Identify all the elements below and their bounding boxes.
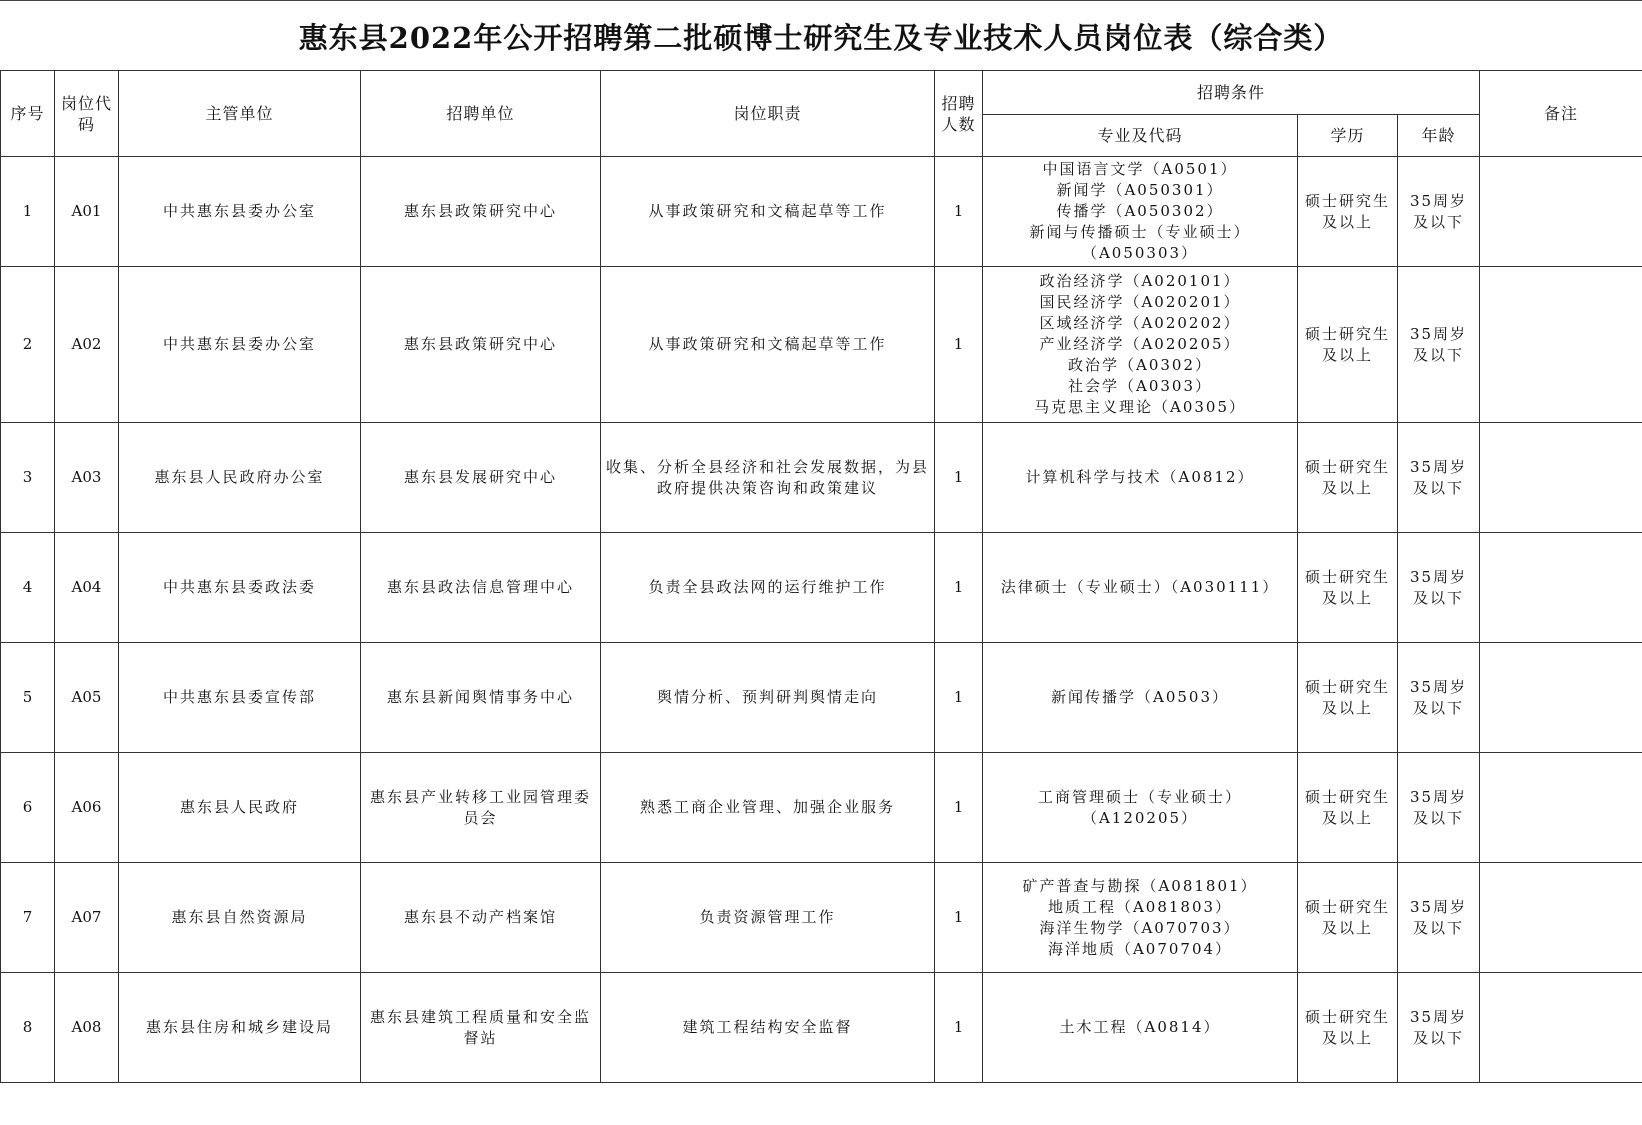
cell-duty: 舆情分析、预判研判舆情走向 [601, 643, 935, 753]
cell-seq: 3 [1, 423, 55, 533]
major-line: （A050303） [1081, 244, 1199, 262]
cell-remark [1480, 753, 1642, 863]
page-title: 惠东县2022年公开招聘第二批硕博士研究生及专业技术人员岗位表（综合类） [0, 0, 1642, 71]
cell-remark [1480, 267, 1642, 423]
major-line: 矿产普查与勘探（A081801） [1022, 876, 1258, 895]
cell-unit: 惠东县新闻舆情事务中心 [361, 643, 601, 753]
major-line: （A120205） [1081, 808, 1199, 827]
cell-code: A08 [55, 973, 119, 1083]
major-line: 新闻传播学（A0503） [1050, 688, 1229, 706]
header-row-top [1, 71, 1642, 115]
position-table [0, 70, 1642, 1083]
header-code: 岗位代码 [55, 71, 119, 157]
cell-majors [983, 423, 1298, 533]
cell-seq: 4 [1, 533, 55, 643]
cell-dept: 惠东县住房和城乡建设局 [119, 973, 361, 1083]
cell-code: A07 [55, 863, 119, 973]
cell-code: A06 [55, 753, 119, 863]
cell-duty: 建筑工程结构安全监督 [601, 973, 935, 1083]
table-row [1, 973, 1642, 1083]
header-dept: 主管单位 [119, 71, 361, 157]
cell-dept: 中共惠东县委宣传部 [119, 643, 361, 753]
cell-majors [983, 753, 1298, 863]
cell-count: 1 [935, 973, 983, 1083]
header-remark: 备注 [1480, 71, 1642, 157]
major-line: 区域经济学（A020202） [1039, 314, 1241, 332]
cell-duty: 熟悉工商企业管理、加强企业服务 [601, 753, 935, 863]
cell-majors [983, 533, 1298, 643]
cell-age: 35周岁及以下 [1398, 267, 1480, 423]
cell-count: 1 [935, 423, 983, 533]
cell-edu: 硕士研究生及以上 [1298, 423, 1398, 533]
cell-edu: 硕士研究生及以上 [1298, 533, 1398, 643]
cell-code: A01 [55, 157, 119, 267]
table-row [1, 863, 1642, 973]
cell-edu: 硕士研究生及以上 [1298, 863, 1398, 973]
cell-count: 1 [935, 863, 983, 973]
cell-majors [983, 267, 1298, 423]
header-age: 年龄 [1398, 114, 1480, 157]
cell-remark [1480, 157, 1642, 267]
cell-seq: 5 [1, 643, 55, 753]
header-edu: 学历 [1298, 114, 1398, 157]
cell-count: 1 [935, 643, 983, 753]
major-line: 工商管理硕士（专业硕士） [1037, 787, 1242, 806]
table-row [1, 533, 1642, 643]
major-line: 中国语言文学（A0501） [1042, 160, 1238, 178]
cell-edu: 硕士研究生及以上 [1298, 753, 1398, 863]
cell-unit: 惠东县政策研究中心 [361, 267, 601, 423]
table-row [1, 753, 1642, 863]
cell-majors [983, 973, 1298, 1083]
major-line: 土木工程（A0814） [1059, 1018, 1221, 1036]
cell-code: A03 [55, 423, 119, 533]
cell-age: 35周岁及以下 [1398, 423, 1480, 533]
cell-edu: 硕士研究生及以上 [1298, 973, 1398, 1083]
major-line: 政治学（A0302） [1067, 356, 1212, 374]
cell-edu: 硕士研究生及以上 [1298, 157, 1398, 267]
cell-dept: 中共惠东县委办公室 [119, 157, 361, 267]
cell-unit: 惠东县政法信息管理中心 [361, 533, 601, 643]
cell-unit: 惠东县政策研究中心 [361, 157, 601, 267]
cell-age: 35周岁及以下 [1398, 643, 1480, 753]
cell-duty: 负责全县政法网的运行维护工作 [601, 533, 935, 643]
cell-seq: 7 [1, 863, 55, 973]
table-row [1, 157, 1642, 267]
cell-dept: 惠东县人民政府办公室 [119, 423, 361, 533]
cell-remark [1480, 863, 1642, 973]
major-line: 产业经济学（A020205） [1039, 335, 1241, 353]
cell-code: A05 [55, 643, 119, 753]
major-line: 法律硕士（专业硕士）（A030111） [1000, 578, 1280, 596]
header-major: 专业及代码 [983, 114, 1298, 157]
cell-unit: 惠东县建筑工程质量和安全监督站 [361, 973, 601, 1083]
cell-remark [1480, 973, 1642, 1083]
cell-majors [983, 157, 1298, 267]
cell-count: 1 [935, 533, 983, 643]
table-row [1, 423, 1642, 533]
cell-seq: 1 [1, 157, 55, 267]
table-body [1, 157, 1642, 1083]
cell-remark [1480, 643, 1642, 753]
cell-duty: 从事政策研究和文稿起草等工作 [601, 267, 935, 423]
cell-count: 1 [935, 157, 983, 267]
cell-age: 35周岁及以下 [1398, 863, 1480, 973]
cell-duty: 收集、分析全县经济和社会发展数据，为县政府提供决策咨询和政策建议 [601, 423, 935, 533]
cell-seq: 8 [1, 973, 55, 1083]
header-unit: 招聘单位 [361, 71, 601, 157]
cell-dept: 惠东县人民政府 [119, 753, 361, 863]
cell-unit: 惠东县产业转移工业园管理委员会 [361, 753, 601, 863]
cell-unit: 惠东县不动产档案馆 [361, 863, 601, 973]
header-seq: 序号 [1, 71, 55, 157]
cell-remark [1480, 423, 1642, 533]
cell-age: 35周岁及以下 [1398, 533, 1480, 643]
cell-seq: 6 [1, 753, 55, 863]
header-count: 招聘人数 [935, 71, 983, 157]
cell-duty: 从事政策研究和文稿起草等工作 [601, 157, 935, 267]
major-line: 地质工程（A081803） [1047, 897, 1233, 916]
cell-age: 35周岁及以下 [1398, 753, 1480, 863]
header-conditions: 招聘条件 [983, 71, 1480, 115]
cell-edu: 硕士研究生及以上 [1298, 267, 1398, 423]
cell-remark [1480, 533, 1642, 643]
major-line: 马克思主义理论（A0305） [1033, 398, 1246, 416]
major-line: 社会学（A0303） [1067, 377, 1212, 395]
major-line: 新闻学（A050301） [1056, 181, 1224, 199]
cell-count: 1 [935, 267, 983, 423]
major-line: 政治经济学（A020101） [1039, 272, 1241, 290]
major-line: 国民经济学（A020201） [1039, 293, 1241, 311]
header-duty: 岗位职责 [601, 71, 935, 157]
cell-dept: 惠东县自然资源局 [119, 863, 361, 973]
major-line: 海洋地质（A070704） [1047, 939, 1233, 958]
cell-majors [983, 643, 1298, 753]
major-line: 计算机科学与技术（A0812） [1025, 468, 1255, 486]
cell-code: A02 [55, 267, 119, 423]
cell-dept: 中共惠东县委办公室 [119, 267, 361, 423]
cell-code: A04 [55, 533, 119, 643]
major-line: 传播学（A050302） [1056, 202, 1224, 220]
cell-count: 1 [935, 753, 983, 863]
major-line: 新闻与传播硕士（专业硕士） [1029, 223, 1251, 241]
cell-seq: 2 [1, 267, 55, 423]
major-line: 海洋生物学（A070703） [1039, 918, 1241, 937]
table-row [1, 643, 1642, 753]
cell-unit: 惠东县发展研究中心 [361, 423, 601, 533]
cell-age: 35周岁及以下 [1398, 973, 1480, 1083]
table-row [1, 267, 1642, 423]
cell-dept: 中共惠东县委政法委 [119, 533, 361, 643]
cell-duty: 负责资源管理工作 [601, 863, 935, 973]
cell-majors [983, 863, 1298, 973]
cell-age: 35周岁及以下 [1398, 157, 1480, 267]
cell-edu: 硕士研究生及以上 [1298, 643, 1398, 753]
